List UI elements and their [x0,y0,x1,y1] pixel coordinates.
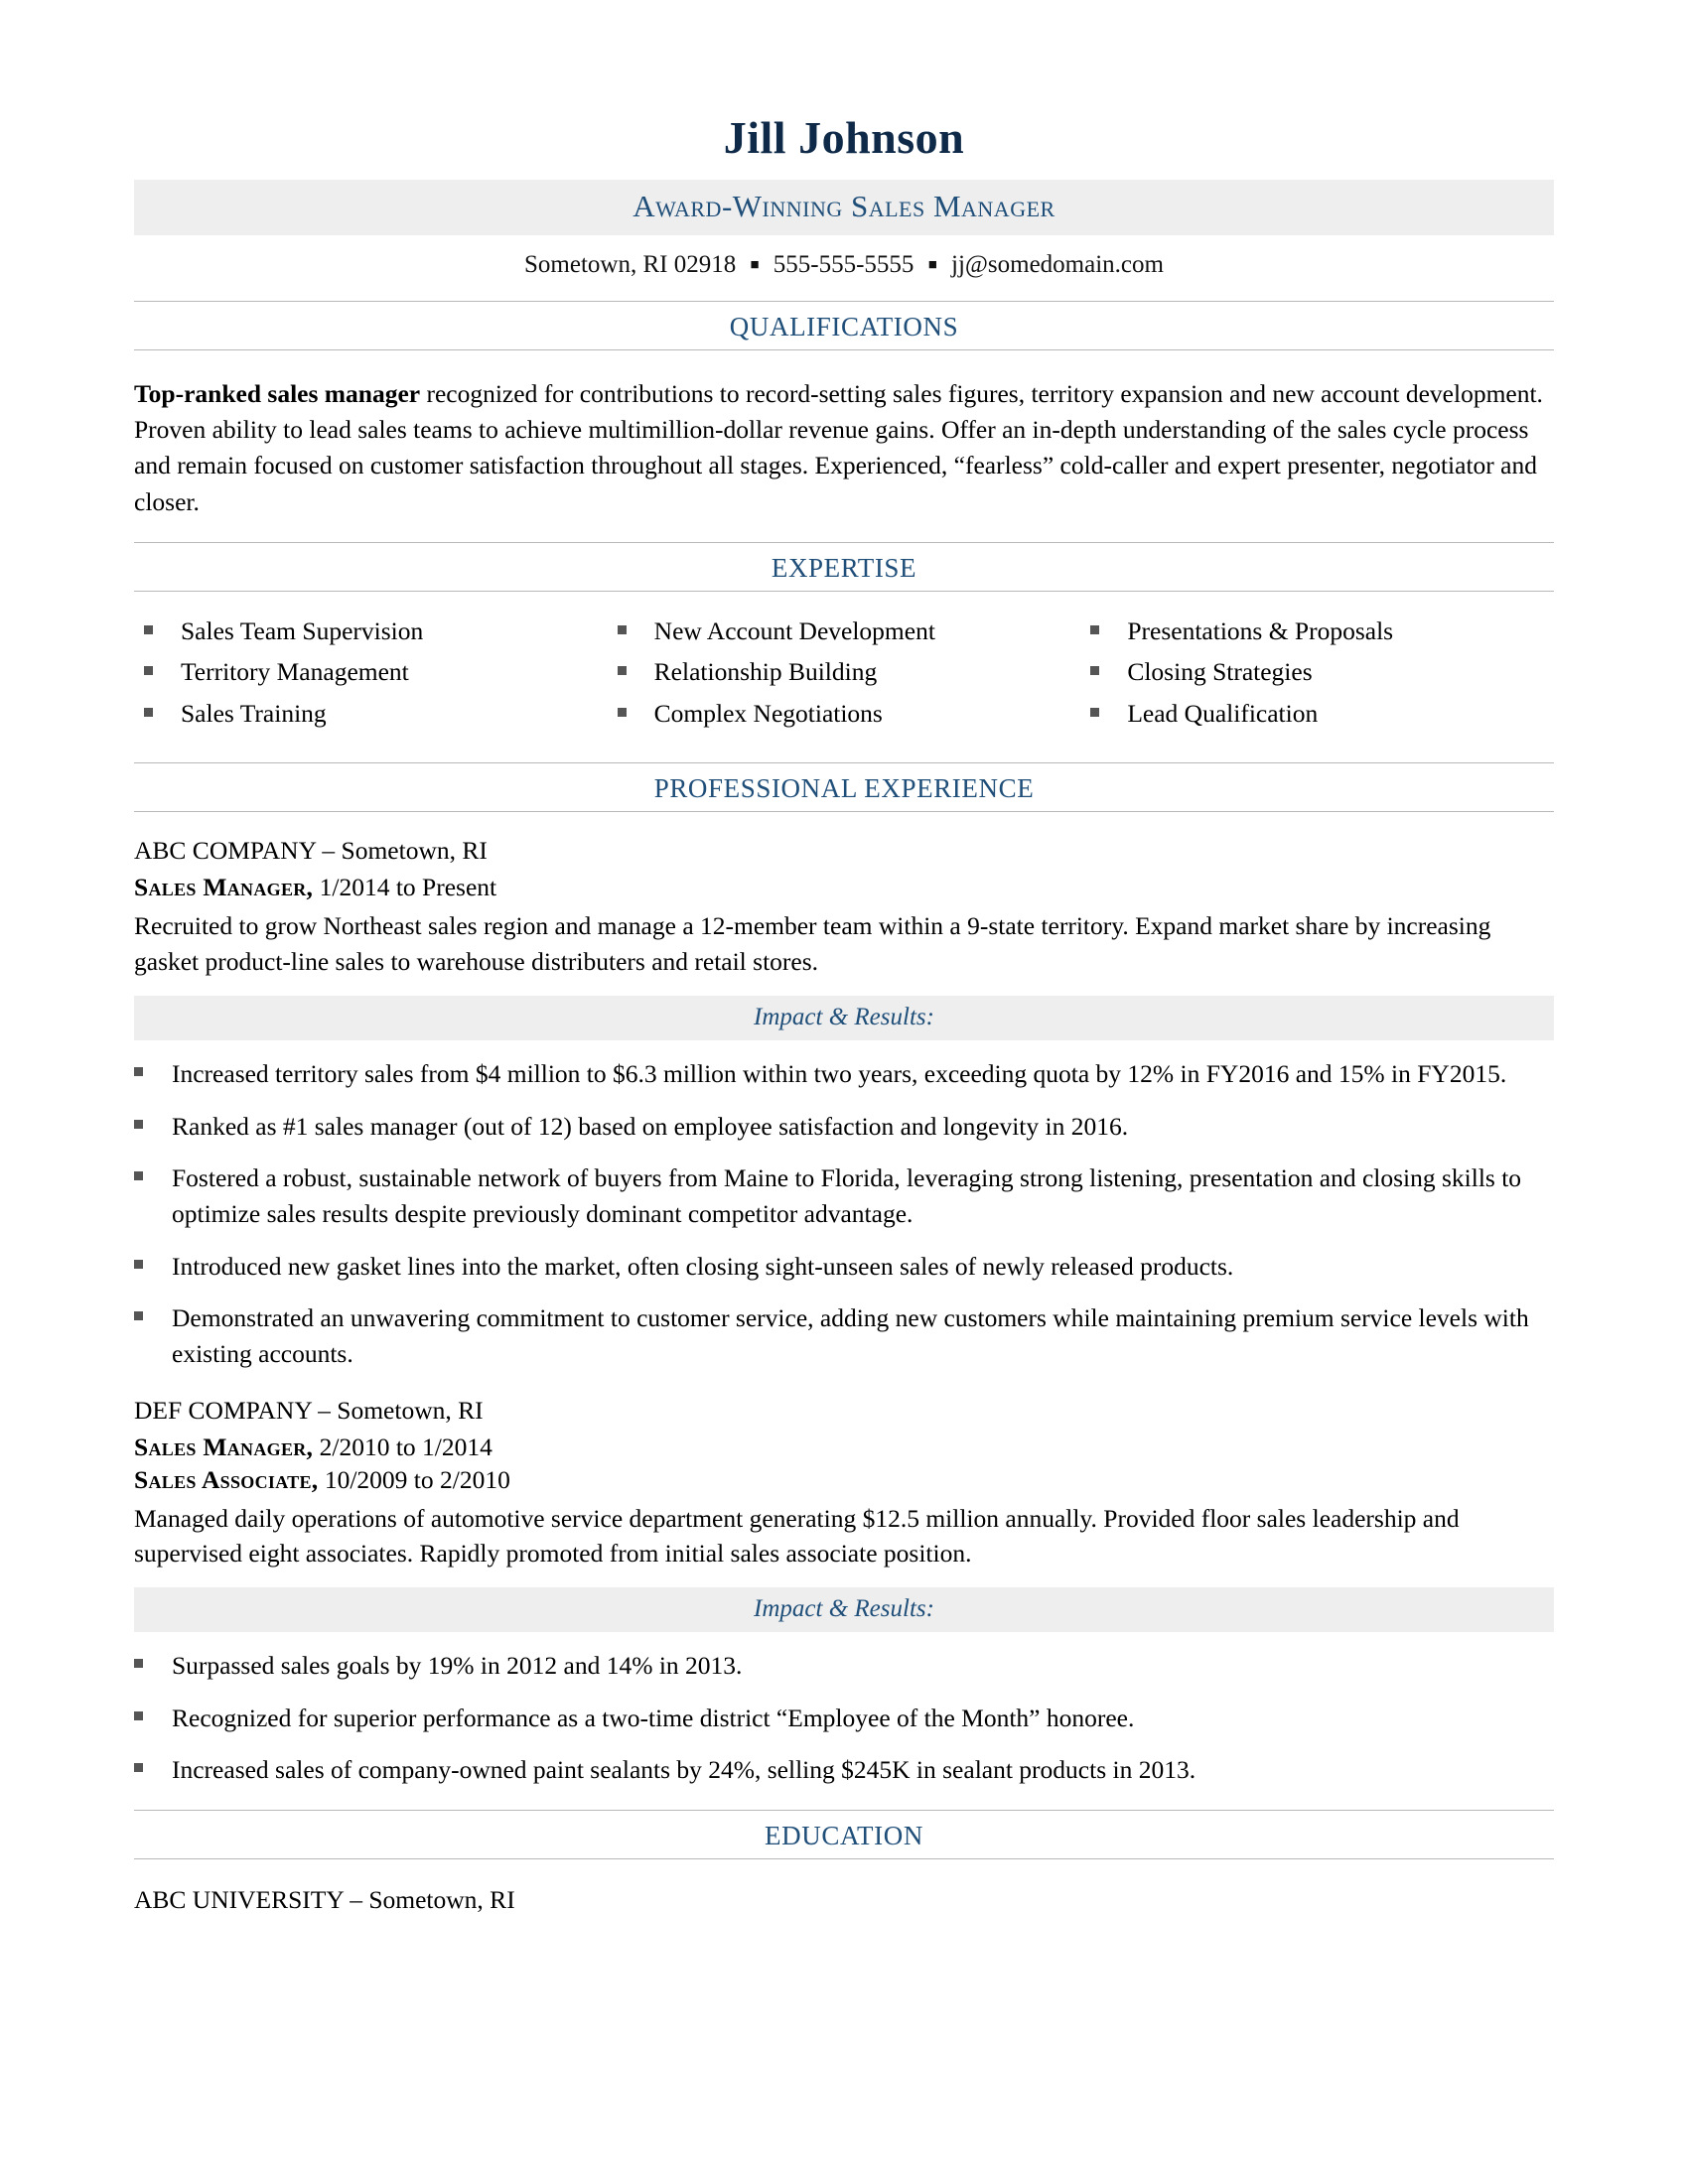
list-item [134,1648,1554,1684]
bullet-square-icon [134,1260,143,1269]
qualifications-body: recognized for contributions to record-setting sales figures, territory expansion and new account development. Proven ability to lead sales teams to achieve multimillion-dollar revenue gains. Offer an in-depth understanding of the sales cycle process and remain focused on customer satisfaction throughout all stages. Experienced, “fearless” cold-caller and expert presenter, negotiator and closer. [134,379,1543,516]
list-item [134,1160,1554,1231]
job-bullets [134,1648,1554,1788]
job-role-title: Sales Associate, [134,1464,319,1494]
bullet-square-icon [618,625,627,634]
expertise-label: Sales Training [181,698,327,728]
list-item [1090,700,1554,729]
bullet-square-icon [144,708,153,717]
list-item [134,1752,1554,1788]
section-heading-experience: PROFESSIONAL EXPERIENCE [134,762,1554,812]
contact-phone: 555-555-5555 [773,251,914,278]
contact-line [134,251,1554,279]
contact-separator-icon: ■ [927,257,937,273]
list-item [618,617,1081,646]
list-item [618,658,1081,687]
section-heading-education: EDUCATION [134,1810,1554,1859]
bullet-square-icon [618,666,627,675]
expertise-label: Relationship Building [653,657,878,687]
education-school: ABC UNIVERSITY – Sometown, RI [134,1885,515,1915]
list-item [1090,658,1554,687]
bullet-square-icon [1090,666,1099,675]
expertise-label: Closing Strategies [1127,657,1313,687]
bullet-square-icon [144,666,153,675]
bullet-square-icon [134,1171,143,1180]
list-item [618,700,1081,729]
list-item [134,1701,1554,1736]
bullet-text: Ranked as #1 sales manager (out of 12) based on employee satisfaction and longevity in 2016. [172,1111,1129,1141]
expertise-column [1080,617,1554,742]
qualifications-paragraph [134,376,1554,520]
job-role-title: Sales Manager, [134,873,314,902]
job-role [134,1465,1554,1495]
job-description: Managed daily operations of automotive service department generating $12.5 million annually. Provided floor sales leadership and supervised eight associates. Rapidly promoted from initial sales associate position. [134,1503,1460,1569]
professional-title-band [134,180,1554,235]
bullet-square-icon [134,1659,143,1668]
expertise-label: Complex Negotiations [653,698,883,728]
job-company: ABC COMPANY – Sometown, RI [134,836,488,866]
job-role [134,873,1554,902]
list-item [144,700,608,729]
bullet-square-icon [134,1711,143,1720]
bullet-text: Introduced new gasket lines into the market, often closing sight-unseen sales of newly released products. [172,1251,1234,1281]
expertise-grid [134,617,1554,742]
bullet-text: Recognized for superior performance as a two-time district “Employee of the Month” honoree. [172,1703,1135,1732]
job-company: DEF COMPANY – Sometown, RI [134,1395,484,1425]
expertise-column [608,617,1081,742]
expertise-label: Lead Qualification [1127,698,1319,728]
impact-results-band: Impact & Results: [134,1587,1554,1632]
expertise-column [134,617,608,742]
list-item [144,617,608,646]
list-item [134,1056,1554,1092]
bullet-text: Increased territory sales from $4 million to $6.3 million within two years, exceeding quota by 12% in FY2016 and 15% in FY2015. [172,1058,1507,1088]
bullet-text: Surpassed sales goals by 19% in 2012 and 14% in 2013. [172,1651,743,1681]
bullet-square-icon [134,1067,143,1076]
contact-separator-icon: ■ [750,257,760,273]
bullet-square-icon [1090,625,1099,634]
job-description: Recruited to grow Northeast sales region and manage a 12-member team within a 9-state territory. Expand market share by increasing gasket product-line sales to warehouse distributers and retail stores. [134,911,1491,977]
job-bullets [134,1056,1554,1372]
job-entry [134,1396,1554,1788]
bullet-square-icon [134,1311,143,1320]
bullet-text: Demonstrated an unwavering commitment to customer service, adding new customers while maintaining premium service levels with existing accounts. [172,1303,1529,1368]
bullet-square-icon [134,1763,143,1772]
section-heading-qualifications: QUALIFICATIONS [134,301,1554,350]
job-role-title: Sales Manager, [134,1432,314,1461]
list-item [144,658,608,687]
expertise-label: Sales Team Supervision [181,615,424,645]
job-role-dates: 10/2009 to 2/2010 [318,1464,510,1494]
list-item [134,1109,1554,1145]
qualifications-lead: Top-ranked sales manager [134,379,421,408]
professional-title: Award-Winning Sales Manager [633,189,1055,223]
contact-email: jj@somedomain.com [951,251,1164,278]
candidate-name: Jill Johnson [723,112,965,163]
expertise-label: New Account Development [653,615,935,645]
expertise-label: Presentations & Proposals [1127,615,1394,645]
bullet-square-icon [134,1120,143,1129]
job-role [134,1433,1554,1462]
section-heading-expertise: EXPERTISE [134,542,1554,592]
contact-location: Sometown, RI 02918 [524,251,737,278]
bullet-text: Fostered a robust, sustainable network of buyers from Maine to Florida, leveraging strong listening, presentation and closing skills to optimize sales results despite previously dominant competitor advantage. [172,1163,1522,1228]
list-item [134,1249,1554,1285]
bullet-square-icon [1090,708,1099,717]
bullet-text: Increased sales of company-owned paint sealants by 24%, selling $245K in sealant products in 2013. [172,1755,1196,1785]
bullet-square-icon [618,708,627,717]
list-item [134,1300,1554,1371]
list-item [1090,617,1554,646]
expertise-label: Territory Management [181,657,409,687]
job-entry [134,836,1554,1371]
job-role-dates: 2/2010 to 1/2014 [313,1432,492,1461]
impact-results-band: Impact & Results: [134,996,1554,1040]
bullet-square-icon [144,625,153,634]
job-role-dates: 1/2014 to Present [313,873,497,902]
